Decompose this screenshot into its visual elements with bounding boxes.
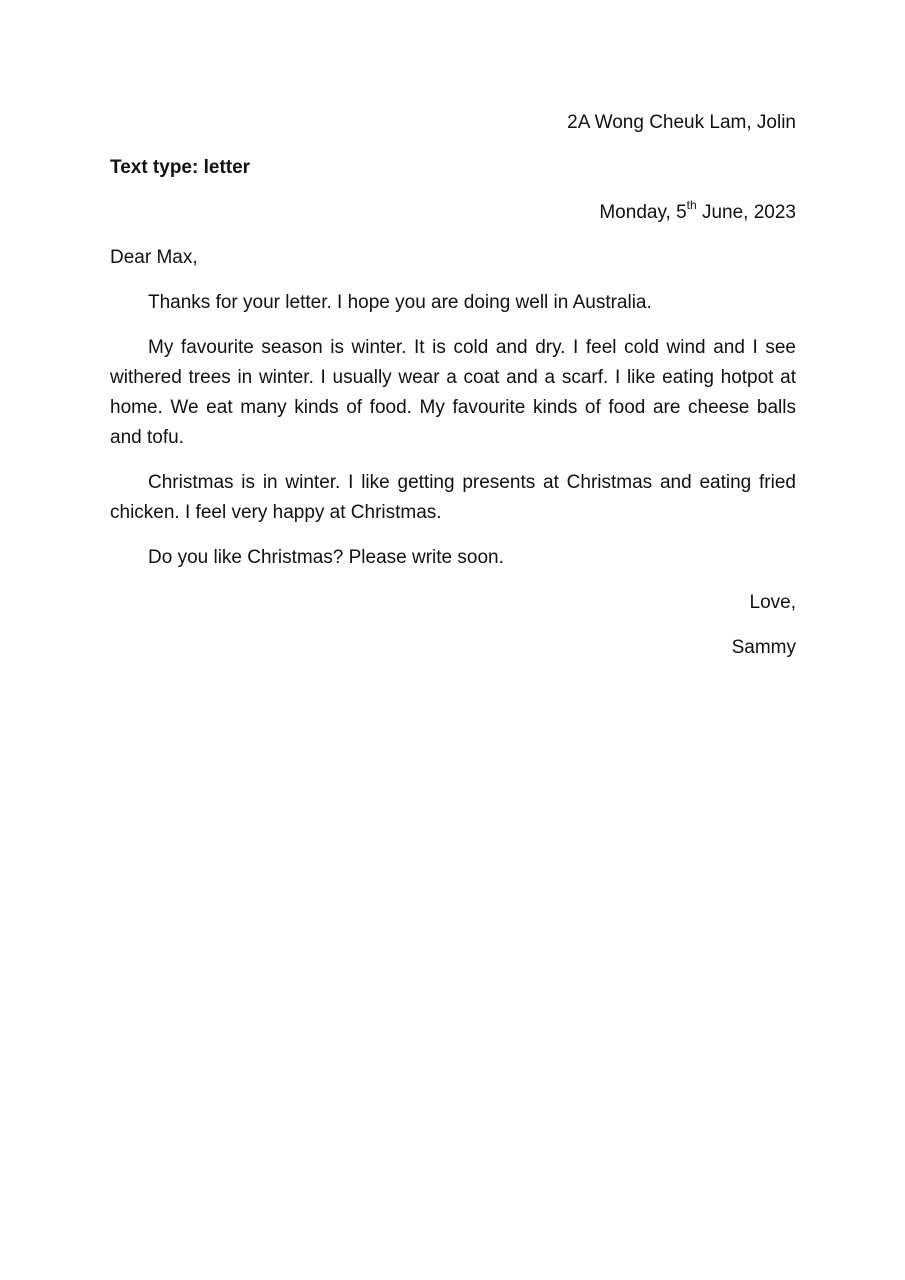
- date-ordinal-suffix: th: [686, 198, 697, 212]
- date-rest: June, 2023: [696, 202, 796, 223]
- author-line: 2A Wong Cheuk Lam, Jolin: [567, 112, 796, 133]
- greeting: Dear Max,: [110, 247, 198, 268]
- closing: Love,: [749, 592, 796, 613]
- signature: Sammy: [731, 637, 796, 658]
- paragraph-4: Do you like Christmas? Please write soon.: [148, 547, 504, 568]
- paragraph-3: Christmas is in winter. I like getting presents at Christmas and eating fried chicken. I feel very happy at Christmas.: [110, 472, 796, 523]
- paragraph-2: My favourite season is winter. It is cold and dry. I feel cold wind and I see withered trees in winter. I usually wear a coat and a scarf. I like eating hotpot at home. We eat many kinds of food. My favourite kinds of food are cheese balls and tofu.: [110, 337, 796, 448]
- text-type-label: Text type: letter: [110, 157, 251, 178]
- letter-body: [110, 108, 796, 663]
- letter-date: [110, 198, 796, 228]
- date-prefix: Monday, 5: [599, 202, 687, 223]
- paragraph-1: Thanks for your letter. I hope you are doing well in Australia.: [148, 292, 652, 313]
